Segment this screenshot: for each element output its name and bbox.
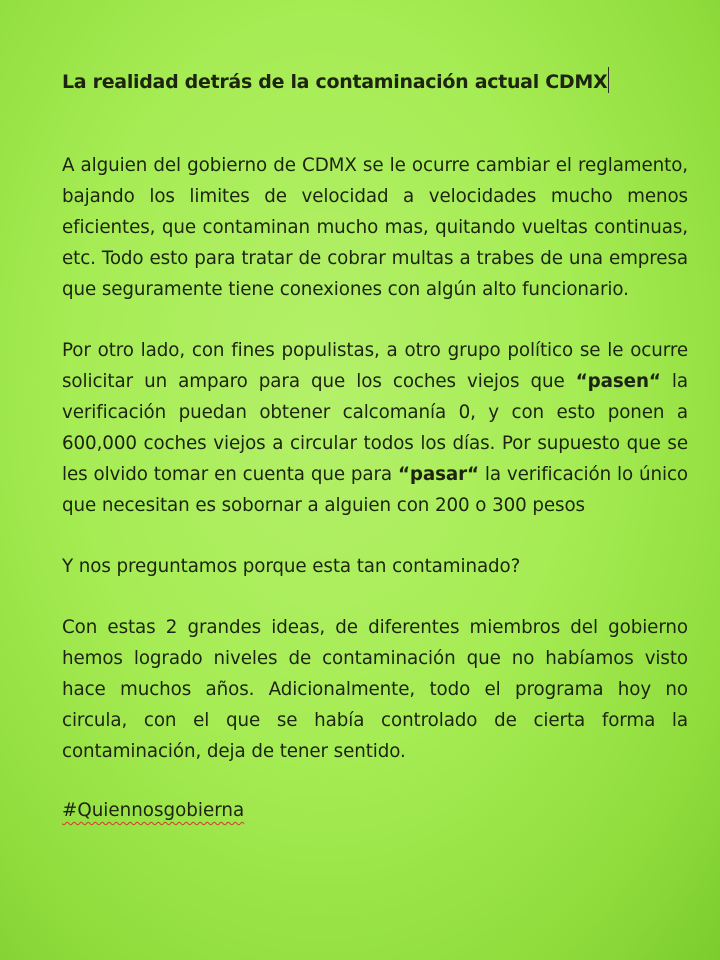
paragraph-3: Y nos preguntamos porque esta tan contaminado? [62,556,521,577]
text-cursor [608,67,609,93]
document-page [62,62,688,826]
title-text: La realidad detrás de la contaminación actual CDMX [62,71,608,93]
hashtag: #Quiennosgobierna [62,800,245,821]
paragraph-2-text-a: Por otro lado, con fines populistas, a otro grupo político se le ocurre solicitar un amparo para que los coches viejos que [62,340,688,392]
paragraph-4: Con estas 2 grandes ideas, de diferentes miembros del gobierno hemos logrado niveles de contaminación que no habíamos visto hace muchos años. Adicionalmente, todo el programa hoy no circula, con el que se había controlado de cierta forma la contaminación, deja de tener sentido. [62,617,688,762]
paragraph-2-text-b: la verificación puedan obtener calcomanía 0, y con esto ponen a 600,000 coches viejos a circular todos los días. Por supuesto que se les olvido tomar en cuenta que para [62,371,688,485]
document-title [62,62,688,102]
paragraph-2 [62,335,688,521]
bold-word-pasar: “pasar“ [397,464,479,485]
bold-word-pasen: “pasen“ [575,371,661,392]
paragraph-2-text-c: la verificación lo único que necesitan es sobornar a alguien con 200 o 300 pesos [62,464,688,516]
paragraph-1: A alguien del gobierno de CDMX se le ocurre cambiar el reglamento, bajando los limites de velocidad a velocidades mucho menos eficientes, que contaminan mucho mas, quitando vueltas continuas, etc. Todo esto para tratar de cobrar multas a trabes de una empresa que seguramente tiene conexiones con algún alto funcionario. [62,155,688,300]
